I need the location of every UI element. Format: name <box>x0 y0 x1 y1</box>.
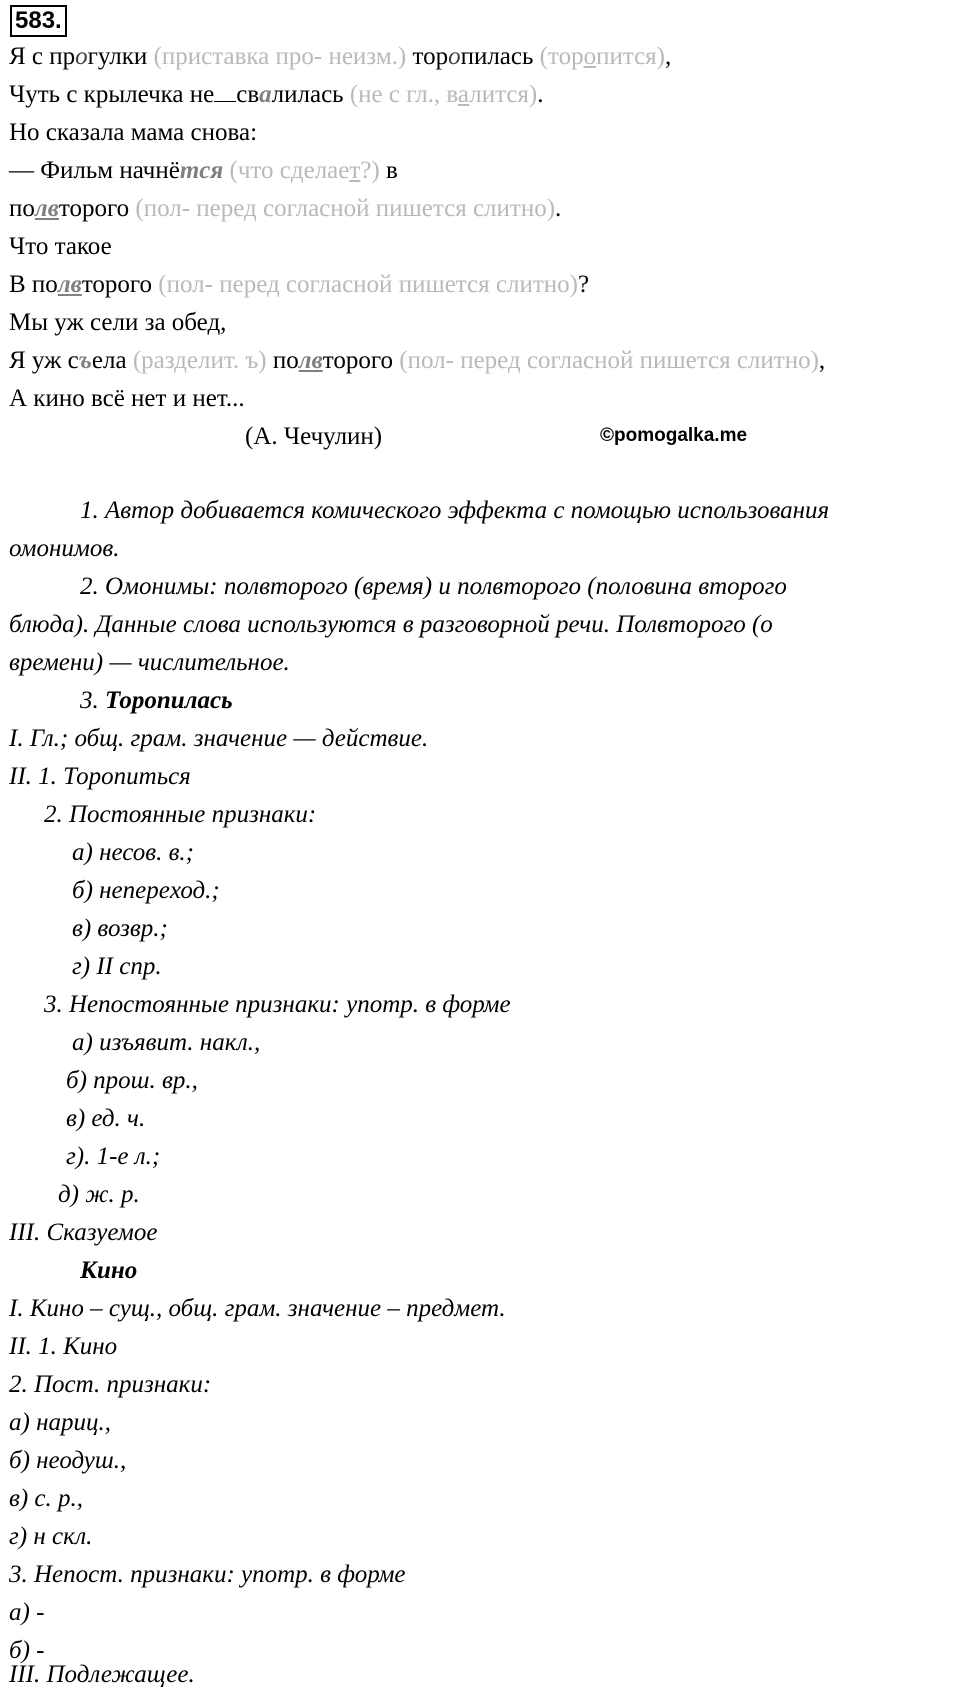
punct: . <box>537 81 544 108</box>
punct: , <box>665 43 672 70</box>
analysis-line: а) несов. в.; <box>72 839 194 866</box>
punct: ? <box>577 271 590 298</box>
text: ?) <box>360 157 380 184</box>
text: торого <box>322 347 400 374</box>
text: лится) <box>469 81 538 108</box>
poem-line-2 <box>9 80 544 110</box>
answer-p2b: блюда). Данные слова используются в разговорной речи. Полвторого (о <box>9 611 773 638</box>
text: — Фильм начнё <box>9 157 180 184</box>
comment <box>223 157 379 184</box>
analysis-line: 3. Непост. признаки: употр. в форме <box>9 1561 406 1588</box>
analysis-line: 3. Непостоянные признаки: употр. в форме <box>44 991 511 1018</box>
analysis-line: а) изъявит. накл., <box>72 1029 261 1056</box>
poem-line-8: Мы уж сели за обед, <box>9 309 227 336</box>
vowel: а <box>457 81 470 108</box>
punct: , <box>818 347 826 374</box>
text: ела <box>91 347 133 374</box>
word: Кино <box>80 1257 138 1284</box>
comment <box>350 81 537 108</box>
text: по <box>9 195 35 222</box>
poem-line-9 <box>9 346 825 376</box>
analysis-line: б) - <box>9 1637 45 1664</box>
analysis-line: II. 1. Торопиться <box>9 763 191 790</box>
letters: лв <box>57 271 82 298</box>
vowel: а <box>259 81 272 108</box>
analysis-line: в) ед. ч. <box>66 1105 146 1132</box>
text: тор <box>406 43 449 70</box>
poem-line-10: А кино всё нет и нет... <box>9 385 245 412</box>
number: 3. <box>80 687 105 714</box>
vowel: о <box>448 43 461 70</box>
analysis-line: б) неперeход.; <box>72 877 220 904</box>
letters: лв <box>298 347 323 374</box>
hard-sign: ъ <box>78 347 92 374</box>
separation-mark <box>214 83 236 102</box>
analysis-line: III. Сказуемое <box>9 1219 158 1246</box>
analysis-line: б) неодуш., <box>9 1447 127 1474</box>
text: Я с пр <box>9 43 76 70</box>
answer-p2c: времени) — числительное. <box>9 649 290 676</box>
poem-line-3: Но сказала мама снова: <box>9 119 258 146</box>
analysis-line: а) - <box>9 1599 45 1626</box>
vowel: о <box>583 43 597 70</box>
analysis-line: II. 1. Кино <box>9 1333 118 1360</box>
vowel: о <box>75 43 88 70</box>
text: по <box>266 347 299 374</box>
analysis-heading <box>80 1256 137 1286</box>
poem-line-1 <box>9 42 671 72</box>
text: В по <box>9 271 58 298</box>
text: торого <box>58 195 136 222</box>
text: пилась <box>460 43 540 70</box>
text: торого <box>81 271 159 298</box>
text: гулки <box>87 43 154 70</box>
analysis-line: 2. Постоянные признаки: <box>44 801 317 828</box>
text: Я уж с <box>9 347 79 374</box>
comment: (пол- перед согласной пишется слитно) <box>158 271 578 298</box>
analysis-line: III. Подлежащее. <box>9 1661 195 1688</box>
analysis-line: г). 1-е л.; <box>66 1143 161 1170</box>
poem-line-5 <box>9 194 561 224</box>
vowel: т <box>349 157 361 184</box>
poem-line-6: Что такое <box>9 233 112 260</box>
comment: (приставка про- неизм.) <box>153 43 407 70</box>
word: Торопилась <box>105 687 233 714</box>
text: лилась <box>271 81 350 108</box>
text: Чуть с крылечка не <box>9 81 215 108</box>
exercise-number: 583. <box>10 5 67 37</box>
answer-p1b: омонимов. <box>9 535 120 562</box>
ending: тся <box>179 157 224 184</box>
analysis-line: г) II спр. <box>72 953 162 980</box>
analysis-line: в) с. р., <box>9 1485 84 1512</box>
analysis-line: б) прош. вр., <box>66 1067 198 1094</box>
comment: (пол- перед согласной пишется слитно) <box>399 347 819 374</box>
analysis-line: а) нариц., <box>9 1409 111 1436</box>
copyright: ©pomogalka.me <box>600 425 748 446</box>
analysis-line: г) н скл. <box>9 1523 93 1550</box>
punct: . <box>555 195 562 222</box>
analysis-line: д) ж. р. <box>58 1181 140 1208</box>
text: св <box>236 81 260 108</box>
poem-author: (А. Чечулин) <box>245 423 383 450</box>
comment <box>540 43 665 70</box>
analysis-line: I. Кино – сущ., общ. грам. значение – предмет. <box>9 1295 506 1322</box>
text: пится) <box>596 43 665 70</box>
text: (не с гл., в <box>349 81 458 108</box>
analysis-line: в) возвр.; <box>72 915 168 942</box>
text: (что сделае <box>223 157 350 184</box>
poem-line-4 <box>9 156 398 186</box>
comment: (пол- перед согласной пишется слитно) <box>135 195 556 222</box>
analysis-line: 2. Пост. признаки: <box>9 1371 212 1398</box>
answer-p2: 2. Омонимы: полвторого (время) и полвторого (половина второго <box>80 573 787 600</box>
letters: лв <box>34 195 59 222</box>
text: в <box>379 157 398 184</box>
answer-p3-heading <box>80 686 233 716</box>
answer-p1: 1. Автор добивается комического эффекта с помощью использования <box>80 497 830 524</box>
comment: (разделит. ъ) <box>132 347 267 374</box>
analysis-line: I. Гл.; общ. грам. значение — действие. <box>9 725 429 752</box>
poem-line-7 <box>9 270 589 300</box>
text: (тор <box>539 43 584 70</box>
